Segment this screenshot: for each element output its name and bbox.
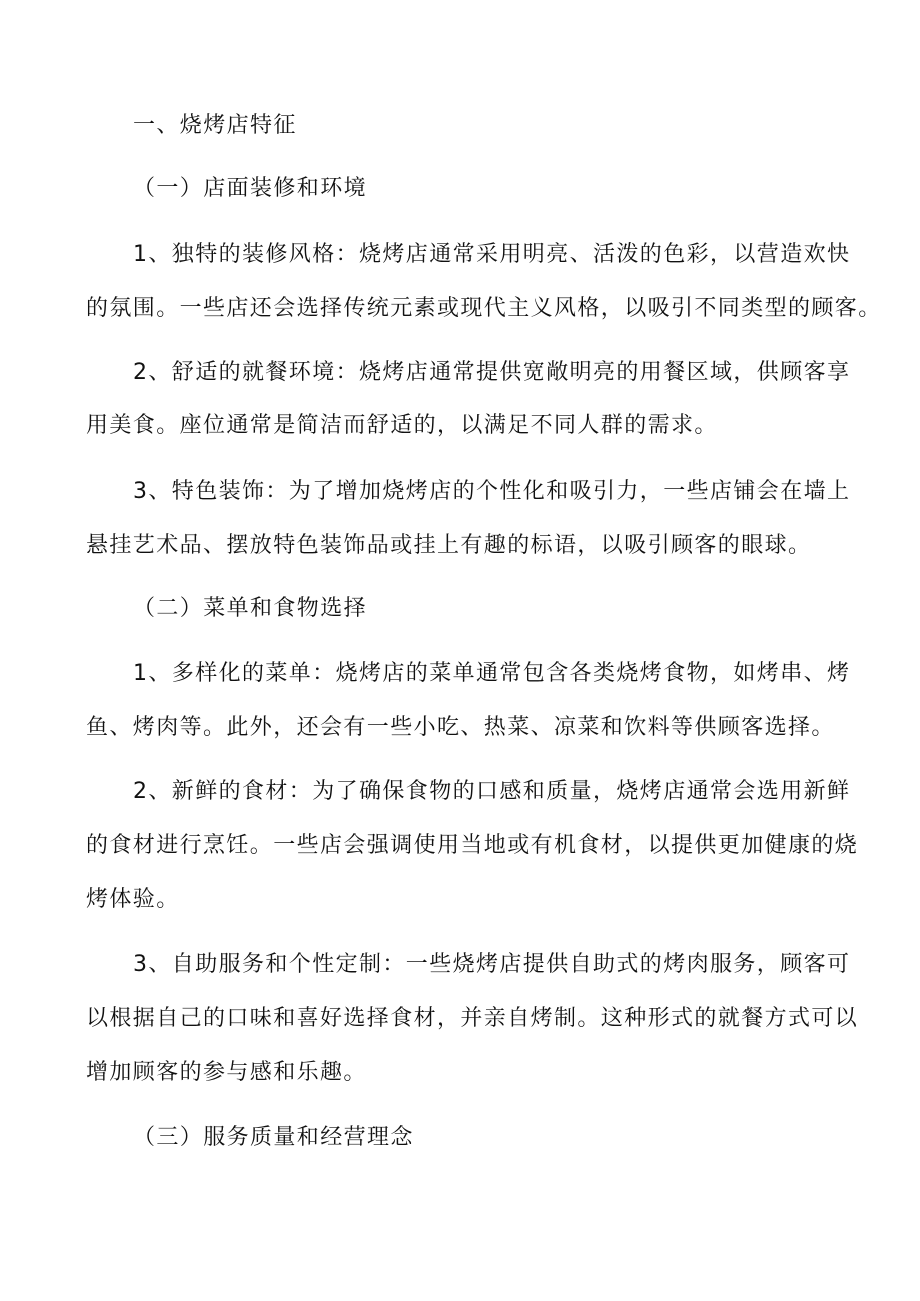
document-title: 一、烧烤店特征 (133, 113, 297, 138)
paragraph-2-3-line-2: 以根据自己的口味和喜好选择食材，并亲自烤制。这种形式的就餐方式可以 (86, 1006, 859, 1031)
paragraph-2-3-line-3: 增加顾客的参与感和乐趣。 (86, 1060, 367, 1085)
paragraph-1-2-line-1: 2、舒适的就餐环境：烧烤店通常提供宽敞明亮的用餐区域，供顾客享 (133, 360, 851, 385)
paragraph-2-3-line-1: 3、自助服务和个性定制：一些烧烤店提供自助式的烤肉服务，顾客可 (133, 952, 851, 977)
paragraph-1-1-line-1: 1、独特的装修风格：烧烤店通常采用明亮、活泼的色彩，以营造欢快 (133, 242, 851, 267)
paragraph-2-1-line-2: 鱼、烤肉等。此外，还会有一些小吃、热菜、凉菜和饮料等供顾客选择。 (86, 715, 835, 740)
section-heading-3: （三）服务质量和经营理念 (133, 1125, 414, 1150)
paragraph-1-2-line-2: 用美食。座位通常是简洁而舒适的，以满足不同人群的需求。 (86, 413, 718, 438)
paragraph-2-1-line-1: 1、多样化的菜单：烧烤店的菜单通常包含各类烧烤食物，如烤串、烤 (133, 661, 851, 686)
paragraph-1-3-line-2: 悬挂艺术品、摆放特色装饰品或挂上有趣的标语，以吸引顾客的眼球。 (86, 533, 812, 558)
section-heading-2: （二）菜单和食物选择 (133, 596, 368, 621)
paragraph-2-2-line-1: 2、新鲜的食材：为了确保食物的口感和质量，烧烤店通常会选用新鲜 (133, 779, 851, 804)
paragraph-1-1-line-2: 的氛围。一些店还会选择传统元素或现代主义风格，以吸引不同类型的顾客。 (86, 296, 882, 321)
section-heading-1: （一）店面装修和环境 (133, 176, 368, 201)
paragraph-1-3-line-1: 3、特色装饰：为了增加烧烤店的个性化和吸引力，一些店铺会在墙上 (133, 479, 851, 504)
paragraph-2-2-line-2: 的食材进行烹饪。一些店会强调使用当地或有机食材，以提供更加健康的烧 (86, 833, 859, 858)
paragraph-2-2-line-3: 烤体验。 (86, 887, 180, 912)
